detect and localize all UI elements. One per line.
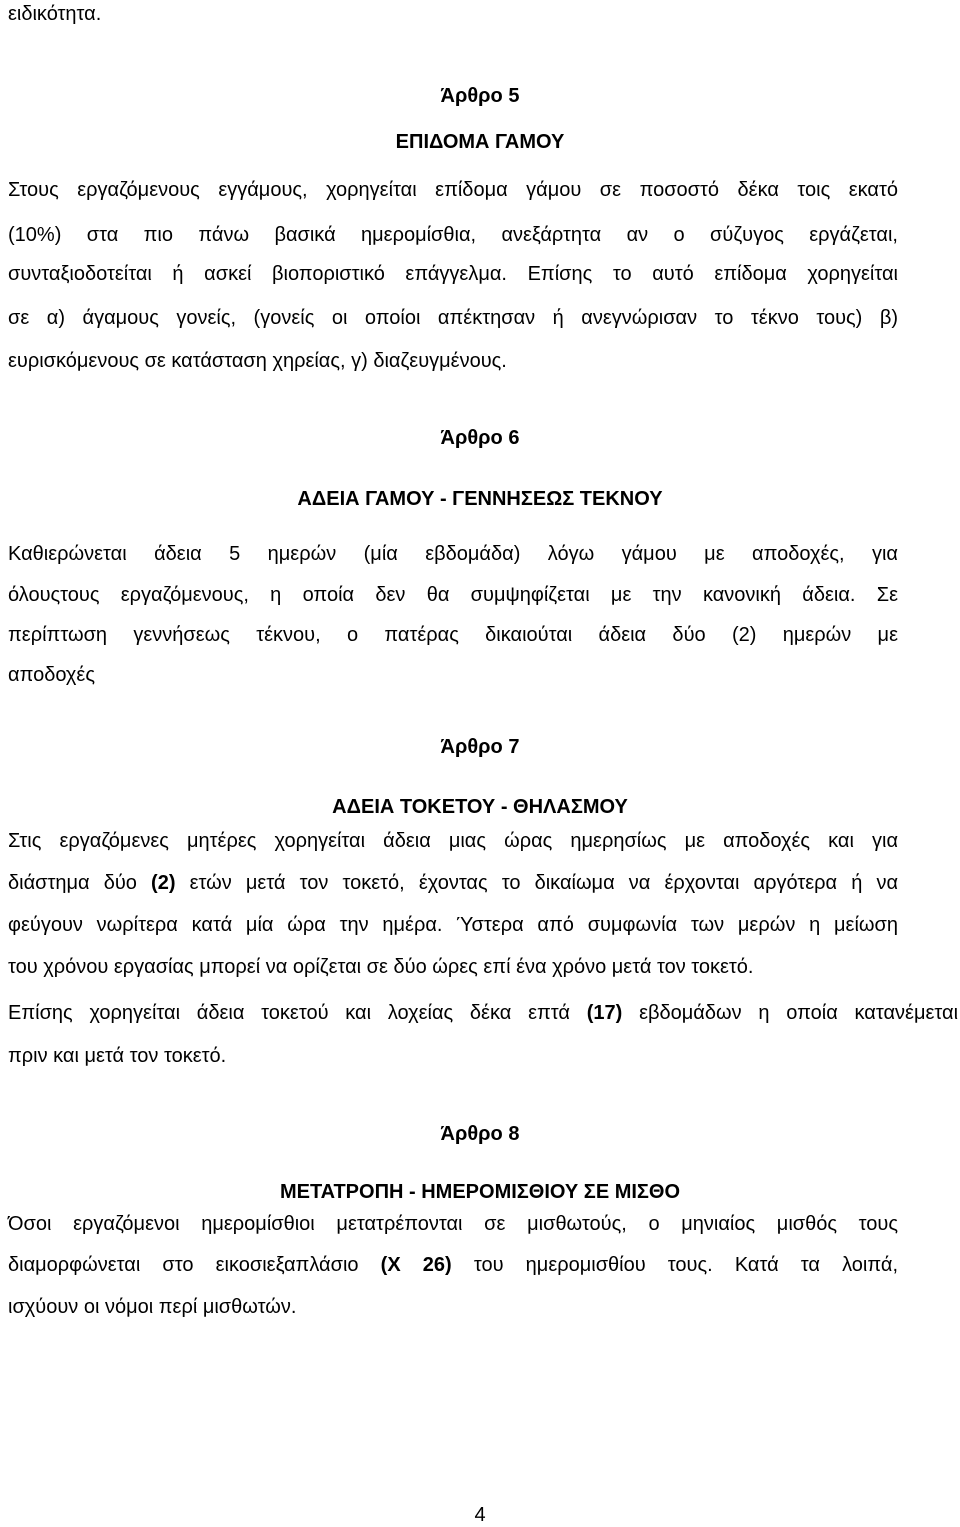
article-7-line-4: του χρόνου εργασίας μπορεί να ορίζεται σε δύο ώρες επί ένα χρόνο μετά τον τοκετό. [8, 956, 754, 978]
article-6-line-1: Καθιερώνεται άδεια 5 ημερών (μία εβδομάδα) λόγω γάμου με αποδοχές, για [8, 543, 898, 565]
article-8-title: ΜΕΤΑΤΡΟΠΗ - ΗΜΕΡΟΜΙΣΘΙΟΥ ΣΕ ΜΙΣΘΟ [279, 1181, 681, 1203]
article-7-line-1: Στις εργαζόμενες μητέρες χορηγείται άδεια μιας ώρας ημερησίως με αποδοχές και για [8, 830, 898, 852]
article-6-line-2: όλουςτους εργαζόμενους, η οποία δεν θα συμψηφίζεται με την κανονική άδεια. Σε [8, 584, 898, 606]
article-5-line-4: σε α) άγαμους γονείς, (γονείς οι οποίοι απέκτησαν ή ανεγνώρισαν το τέκνο τους) β) [8, 307, 898, 329]
article-5-title: ΕΠΙΔΟΜΑ ΓΑΜΟΥ [395, 131, 565, 153]
article-7-line-5: Επίσης χορηγείται άδεια τοκετού και λοχείας δέκα επτά (17) εβδομάδων η οποία κατανέμεται [8, 1002, 959, 1024]
article-8-heading: Άρθρο 8 [440, 1123, 520, 1145]
article-5-line-2: (10%) στα πιο πάνω βασικά ημερομίσθια, ανεξάρτητα αν ο σύζυγος εργάζεται, [8, 224, 898, 246]
top-fragment: ειδικότητα. [8, 3, 102, 25]
article-6-title: ΑΔΕΙΑ ΓΑΜΟΥ - ΓΕΝΝΗΣΕΩΣ ΤΕΚΝΟΥ [297, 488, 663, 510]
article-8-line-2: διαμορφώνεται στο εικοσιεξαπλάσιο (Χ 26) του ημερομισθίου τους. Κατά τα λοιπά, [8, 1254, 898, 1276]
article-7-line-3: φεύγουν νωρίτερα κατά μία ώρα την ημέρα. Ύστερα από συμφωνία των μερών η μείωση [8, 914, 898, 936]
article-8-line-3: ισχύουν οι νόμοι περί μισθωτών. [8, 1296, 297, 1318]
article-7-line-2: διάστημα δύο (2) ετών μετά τον τοκετό, έχοντας το δικαίωμα να έρχονται αργότερα ή να [8, 872, 899, 894]
article-6-line-3: περίπτωση γεννήσεως τέκνου, ο πατέρας δικαιούται άδεια δύο (2) ημερών με [8, 624, 898, 646]
article-7-title: ΑΔΕΙΑ ΤΟΚΕΤΟΥ - ΘΗΛΑΣΜΟΥ [332, 796, 628, 818]
article-5-heading: Άρθρο 5 [440, 85, 520, 107]
article-7-line-6: πριν και μετά τον τοκετό. [8, 1045, 227, 1067]
article-5-line-5: ευρισκόμενους σε κατάσταση χηρείας, γ) διαζευγμένους. [8, 350, 507, 372]
article-5-line-3: συνταξιοδοτείται ή ασκεί βιοποριστικό επάγγελμα. Επίσης το αυτό επίδομα χορηγείται [8, 263, 898, 285]
article-8-line-1: Όσοι εργαζόμενοι ημερομίσθιοι μετατρέπονται σε μισθωτούς, ο μηνιαίος μισθός τους [8, 1213, 898, 1235]
article-6-line-4: αποδοχές [8, 664, 95, 686]
article-7-heading: Άρθρο 7 [440, 736, 520, 758]
article-5-line-1: Στους εργαζόμενους εγγάμους, χορηγείται επίδομα γάμου σε ποσοστό δέκα τοις εκατό [8, 179, 898, 201]
page-number: 4 [474, 1504, 486, 1526]
article-6-heading: Άρθρο 6 [440, 427, 520, 449]
